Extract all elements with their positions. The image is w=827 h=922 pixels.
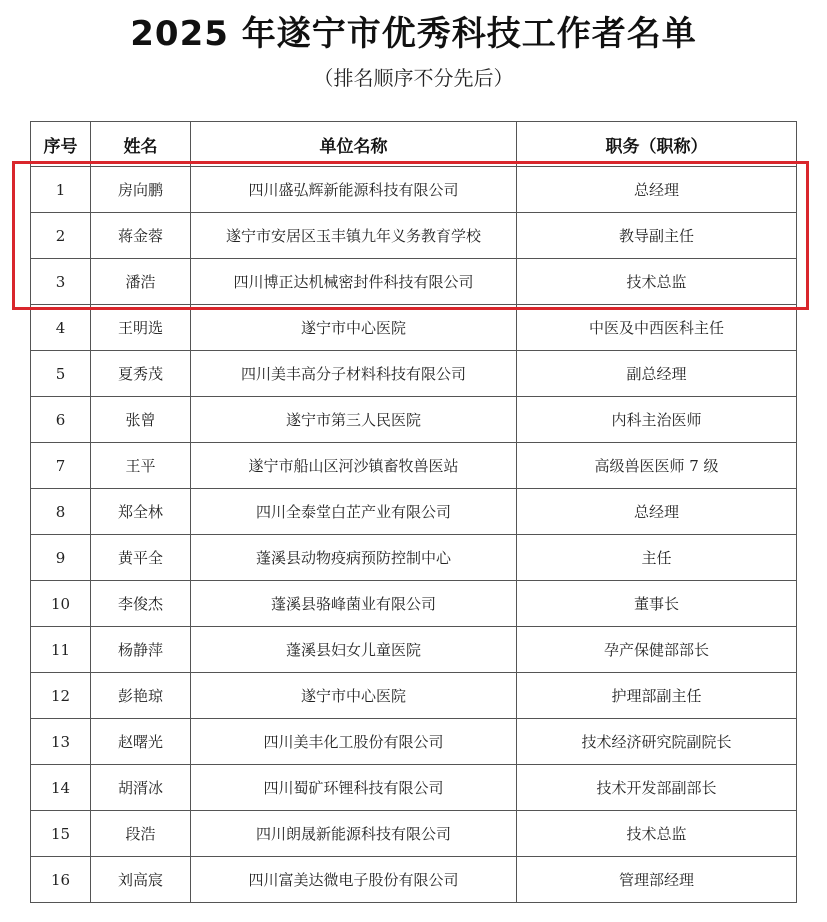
cell-position: 技术开发部副部长 [517, 765, 797, 811]
cell-name: 王明选 [91, 305, 191, 351]
cell-organization: 四川盛弘辉新能源科技有限公司 [191, 167, 517, 213]
cell-index: 10 [31, 581, 91, 627]
cell-name: 张曾 [91, 397, 191, 443]
cell-organization: 四川美丰化工股份有限公司 [191, 719, 517, 765]
cell-index: 1 [31, 167, 91, 213]
cell-position: 总经理 [517, 167, 797, 213]
cell-organization: 四川博正达机械密封件科技有限公司 [191, 259, 517, 305]
cell-organization: 蓬溪县妇女儿童医院 [191, 627, 517, 673]
cell-index: 16 [31, 857, 91, 903]
cell-position: 总经理 [517, 489, 797, 535]
cell-position: 内科主治医师 [517, 397, 797, 443]
cell-position: 董事长 [517, 581, 797, 627]
table-row [31, 581, 797, 627]
cell-position: 高级兽医医师 7 级 [517, 443, 797, 489]
table-row [31, 167, 797, 213]
table-row [31, 535, 797, 581]
cell-name: 王平 [91, 443, 191, 489]
cell-organization: 遂宁市中心医院 [191, 673, 517, 719]
cell-name: 黄平全 [91, 535, 191, 581]
cell-position: 教导副主任 [517, 213, 797, 259]
table-row [31, 811, 797, 857]
cell-organization: 遂宁市船山区河沙镇畜牧兽医站 [191, 443, 517, 489]
cell-index: 8 [31, 489, 91, 535]
cell-name: 彭艳琼 [91, 673, 191, 719]
cell-name: 李俊杰 [91, 581, 191, 627]
table-row [31, 857, 797, 903]
document-title: 2025 年遂宁市优秀科技工作者名单 [130, 14, 697, 54]
table-header-row [31, 122, 797, 167]
table-row [31, 397, 797, 443]
table-row [31, 489, 797, 535]
table-row [31, 443, 797, 489]
cell-index: 12 [31, 673, 91, 719]
header-organization: 单位名称 [191, 122, 517, 167]
table-row [31, 213, 797, 259]
cell-position: 技术经济研究院副院长 [517, 719, 797, 765]
table-row [31, 719, 797, 765]
cell-position: 护理部副主任 [517, 673, 797, 719]
table-row [31, 305, 797, 351]
cell-index: 14 [31, 765, 91, 811]
header-position: 职务（职称） [517, 122, 797, 167]
cell-name: 胡湑冰 [91, 765, 191, 811]
table-row [31, 627, 797, 673]
cell-name: 夏秀茂 [91, 351, 191, 397]
cell-position: 主任 [517, 535, 797, 581]
cell-organization: 遂宁市第三人民医院 [191, 397, 517, 443]
roster-table [30, 121, 797, 903]
cell-index: 5 [31, 351, 91, 397]
header-name: 姓名 [91, 122, 191, 167]
cell-name: 赵曙光 [91, 719, 191, 765]
cell-position: 副总经理 [517, 351, 797, 397]
cell-index: 11 [31, 627, 91, 673]
cell-position: 管理部经理 [517, 857, 797, 903]
cell-organization: 四川美丰高分子材料科技有限公司 [191, 351, 517, 397]
header-index: 序号 [31, 122, 91, 167]
cell-index: 6 [31, 397, 91, 443]
cell-index: 13 [31, 719, 91, 765]
cell-position: 技术总监 [517, 811, 797, 857]
cell-index: 15 [31, 811, 91, 857]
cell-name: 蒋金蓉 [91, 213, 191, 259]
cell-organization: 遂宁市中心医院 [191, 305, 517, 351]
cell-index: 4 [31, 305, 91, 351]
cell-index: 7 [31, 443, 91, 489]
cell-position: 孕产保健部部长 [517, 627, 797, 673]
document-subtitle: （排名顺序不分先后） [313, 66, 514, 90]
cell-position: 技术总监 [517, 259, 797, 305]
table-body [31, 167, 797, 903]
table-row [31, 673, 797, 719]
cell-index: 2 [31, 213, 91, 259]
cell-organization: 四川蜀矿环锂科技有限公司 [191, 765, 517, 811]
cell-name: 郑全林 [91, 489, 191, 535]
table-row [31, 259, 797, 305]
cell-organization: 蓬溪县骆峰菌业有限公司 [191, 581, 517, 627]
cell-organization: 四川朗晟新能源科技有限公司 [191, 811, 517, 857]
cell-index: 3 [31, 259, 91, 305]
cell-organization: 蓬溪县动物疫病预防控制中心 [191, 535, 517, 581]
cell-organization: 遂宁市安居区玉丰镇九年义务教育学校 [191, 213, 517, 259]
table-row [31, 765, 797, 811]
cell-organization: 四川全泰堂白芷产业有限公司 [191, 489, 517, 535]
cell-name: 杨静萍 [91, 627, 191, 673]
cell-organization: 四川富美达微电子股份有限公司 [191, 857, 517, 903]
cell-name: 段浩 [91, 811, 191, 857]
cell-index: 9 [31, 535, 91, 581]
cell-name: 刘高宸 [91, 857, 191, 903]
cell-position: 中医及中西医科主任 [517, 305, 797, 351]
cell-name: 潘浩 [91, 259, 191, 305]
cell-name: 房向鹏 [91, 167, 191, 213]
table-row [31, 351, 797, 397]
